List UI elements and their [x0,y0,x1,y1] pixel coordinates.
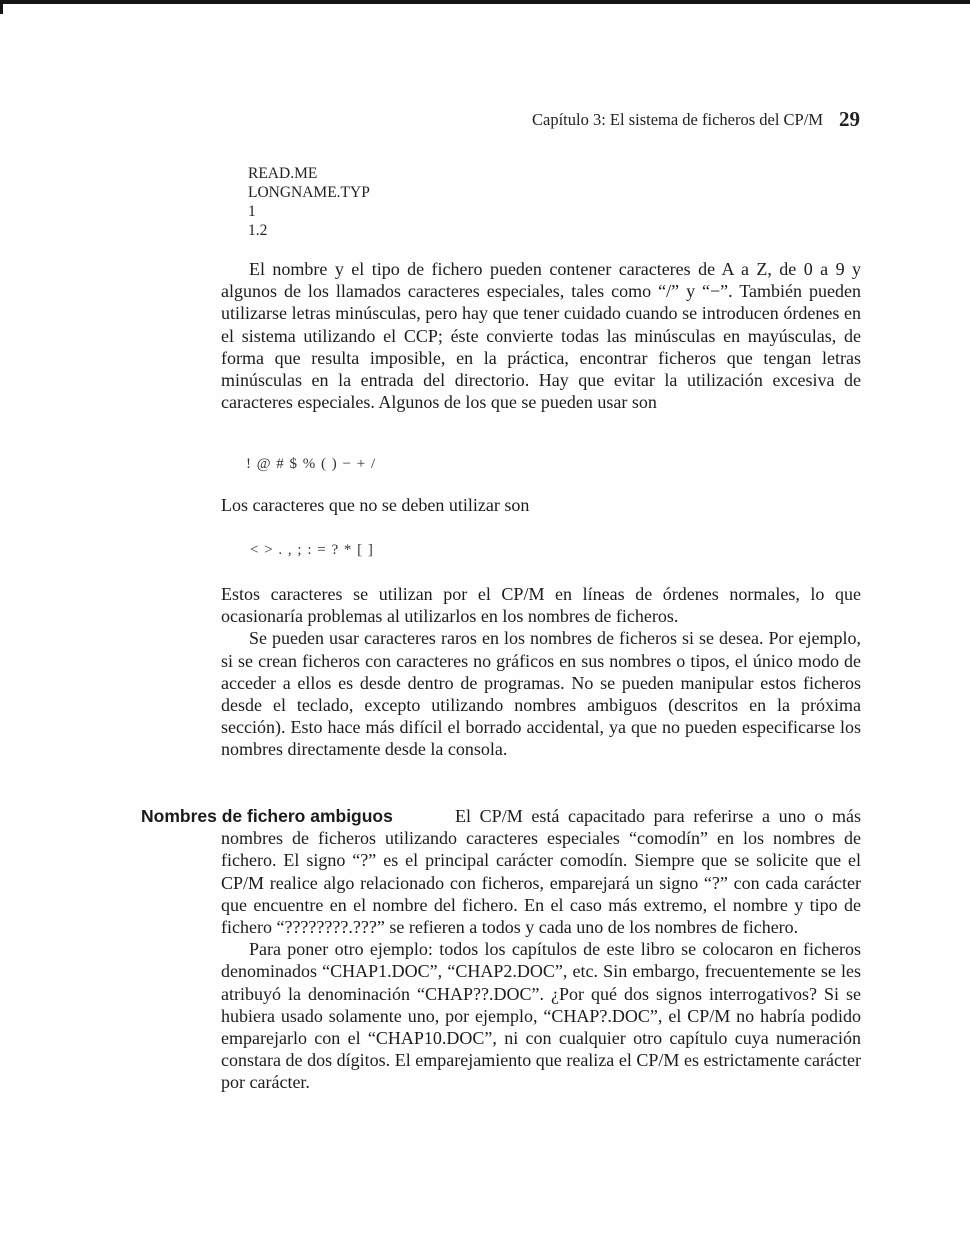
paragraph-3 [221,583,861,761]
file-example: 1 [248,203,256,220]
file-example: READ.ME [248,165,318,182]
forbidden-characters: < > . , ; : = ? * [ ] [250,542,374,558]
allowed-characters: ! @ # $ % ( ) − + / [246,456,377,472]
paragraph-text: El CP/M está capacitado para referirse a uno o más nombres de ficheros utilizando caracteres especiales “comodín” en los nombres de fichero. El signo “?” es el principal carácter comodín. Siempre que se solicite que el CP/M realice algo relacionado con ficheros, emparejará un signo “?” con cada carácter que encuentre en el nombre del fichero. En el caso más extremo, el nombre y tipo de fichero “????????.???” se refieren a todos y cada uno de los nombres de fichero. [221,806,861,938]
page-number: 29 [839,107,860,131]
file-example: 1.2 [248,222,268,239]
paragraph-text: Estos caracteres se utilizan por el CP/M en líneas de órdenes normales, lo que ocasionaría problemas al utilizarlos en los nombres de ficheros. [221,584,861,627]
page-top-edge [0,0,970,4]
running-head [532,107,860,132]
page-left-edge [0,0,3,14]
file-example: LONGNAME.TYP [248,184,370,201]
paragraph-2 [221,494,861,516]
paragraph-1 [221,258,861,413]
paragraph-text: Los caracteres que no se deben utilizar son [221,495,530,515]
chapter-title: Capítulo 3: El sistema de ficheros del CP/M [531,110,823,129]
paragraph-text: Se pueden usar caracteres raros en los nombres de ficheros si se desea. Por ejemplo, si se crean ficheros con caracteres no gráficos en sus nombres o tipos, el único modo de acceder a ellos es desde dentro de programas. No se pueden manipular estos ficheros desde el teclado, excepto utilizando nombres ambiguos (descritos en la próxima sección). Esto hace más difícil el borrado accidental, ya que no pueden especificarse los nombres directamente desde la consola. [221,628,861,760]
paragraph-text: El nombre y el tipo de fichero pueden contener caracteres de A a Z, de 0 a 9 y algunos de los llamados caracteres especiales, tales como “/” y “−”. También pueden utilizarse letras minúsculas, pero hay que tener cuidado cuando se introducen órdenes en el sistema utilizando el CCP; éste convierte todas las minúsculas en mayúsculas, de forma que resulta imposible, en la práctica, encontrar ficheros que tengan letras minúsculas en la entrada del directorio. Hay que evitar la utilización excesiva de caracteres especiales. Algunos de los que se pueden usar son [221,259,861,413]
section-heading: Nombres de fichero ambiguos [141,806,393,826]
paragraph-text: Para poner otro ejemplo: todos los capítulos de este libro se colocaron en ficheros denominados “CHAP1.DOC”, “CHAP2.DOC”, etc. Sin embargo, frecuentemente se les atribuyó la denominación “CHAP??.DOC”. ¿Por qué dos signos interrogativos? Si se hubiera usado solamente uno, por ejemplo, “CHAP?.DOC”, el CP/M no habría podido emparejarlo con el “CHAP10.DOC”, ni con cualquier otro capítulo cuya numeración constara de dos dígitos. El emparejamiento que realiza el CP/M es estrictamente carácter por carácter. [221,939,861,1093]
section-body [221,805,861,1094]
file-name-examples [248,164,370,240]
